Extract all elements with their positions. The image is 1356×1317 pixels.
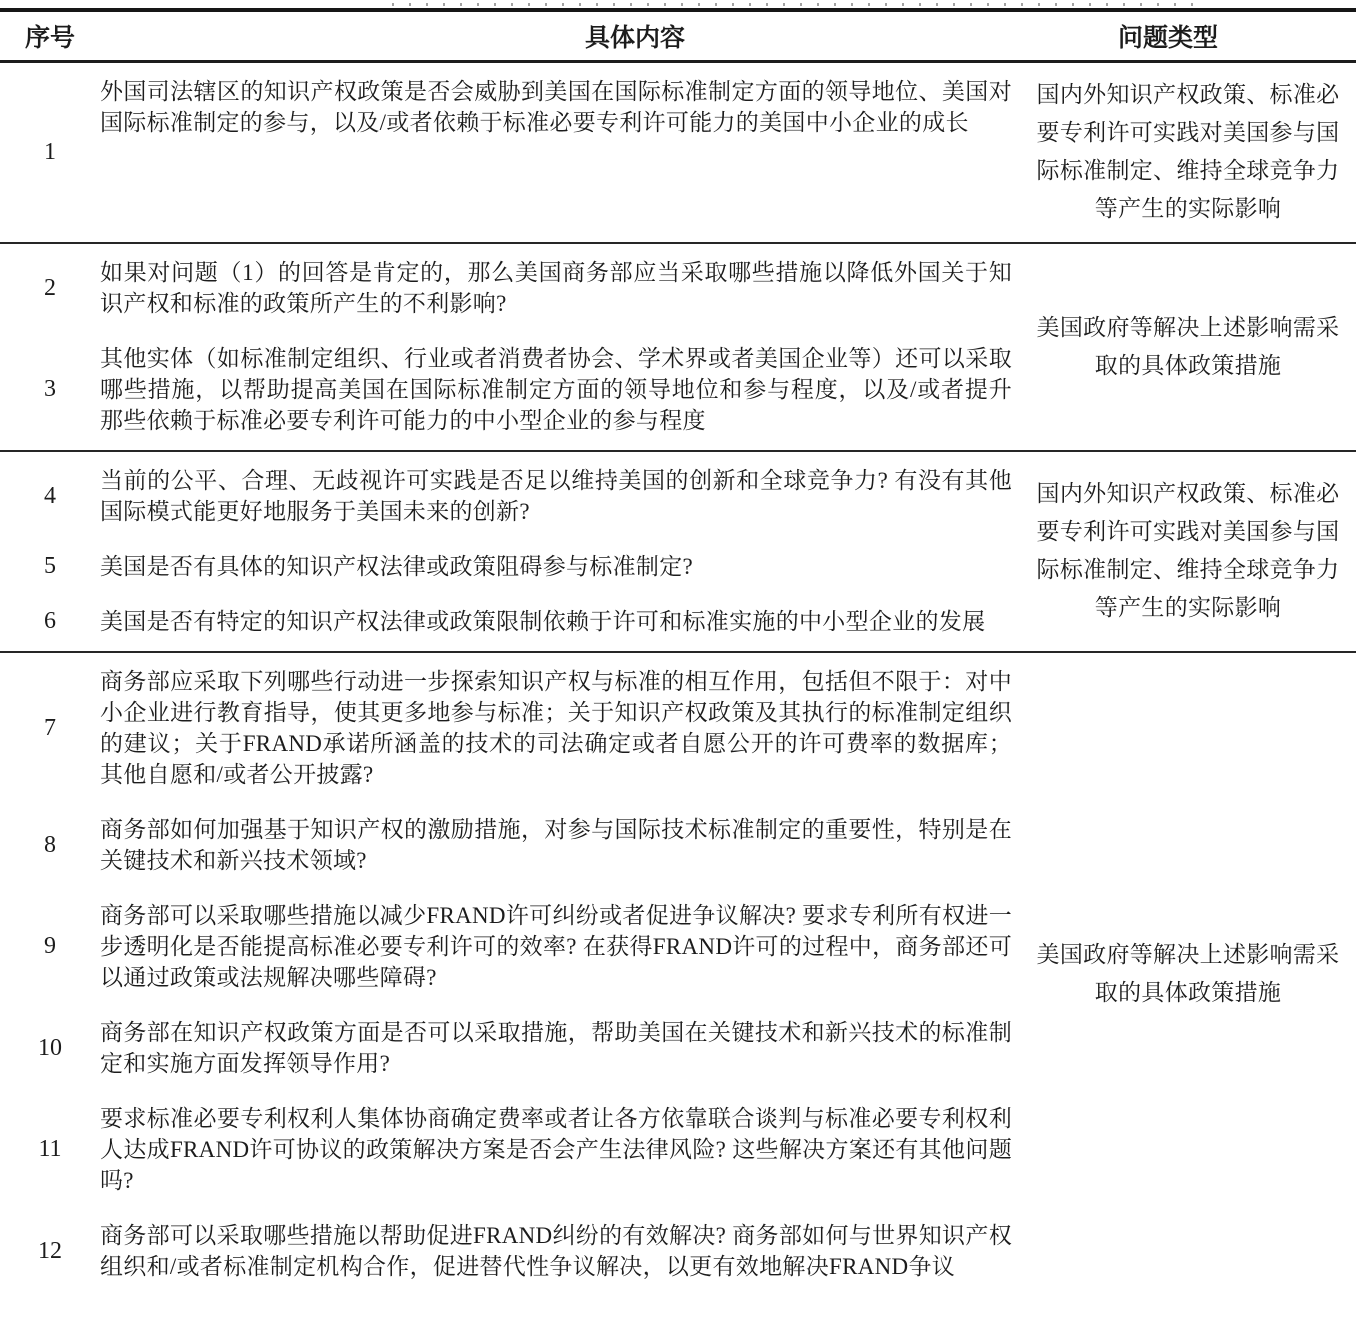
row-content: 美国是否有特定的知识产权法律或政策限制依赖于许可和标准实施的中小型企业的发展 — [100, 609, 986, 634]
table-section — [0, 63, 1356, 244]
row-number: 10 — [38, 1034, 62, 1061]
row-content: 商务部可以采取哪些措施以帮助促进FRAND纠纷的有效解决? 商务部如何与世界知识产权组织和/或者标准制定机构合作，促进替代性争议解决，以更有效地解决FRAND争议 — [100, 1223, 1012, 1279]
row-number: 1 — [44, 138, 56, 165]
row-number: 11 — [38, 1136, 62, 1162]
table-header-row — [0, 12, 1356, 60]
row-number: 2 — [44, 274, 56, 301]
question-type-cell: 国内外知识产权政策、标准必要专利许可实践对美国参与国际标准制定、维持全球竞争力等产生的实际影响 — [1036, 82, 1340, 221]
header-cell-number: 序号 — [24, 24, 75, 52]
table-section — [0, 653, 1356, 1296]
row-content: 要求标准必要专利权利人集体协商确定费率或者让各方依靠联合谈判与标准必要专利权利人达成FRAND许可协议的政策解决方案是否会产生法律风险? 这些解决方案还有其他问题吗? — [100, 1106, 1012, 1193]
cropped-title-remnant — [0, 0, 1356, 8]
row-number: 5 — [44, 553, 56, 579]
row-number: 12 — [38, 1237, 62, 1264]
row-content: 商务部可以采取哪些措施以减少FRAND许可纠纷或者促进争议解决? 要求专利所有权进一步透明化是否能提高标准必要专利许可的效率? 在获得FRAND许可的过程中，商务部还可以通过政策或法规解决哪些障碍? — [100, 903, 1012, 990]
row-content: 美国是否有具体的知识产权法律或政策阻碍参与标准制定? — [100, 554, 694, 579]
row-content: 当前的公平、合理、无歧视许可实践是否足以维持美国的创新和全球竞争力? 有没有其他国际模式能更好地服务于美国未来的创新? — [100, 468, 1012, 524]
question-type-cell: 美国政府等解决上述影响需采取的具体政策措施 — [1036, 314, 1340, 378]
row-content: 商务部如何加强基于知识产权的激励措施，对参与国际技术标准制定的重要性，特别是在关键技术和新兴技术领域? — [100, 817, 1012, 873]
row-number: 6 — [44, 608, 56, 634]
row-number: 7 — [44, 714, 56, 741]
row-content: 商务部应采取下列哪些行动进一步探索知识产权与标准的相互作用，包括但不限于：对中小企业进行教育指导，使其更多地参与标准；关于知识产权政策及其执行的标准制定组织的建议；关于FRAND承诺所涵盖的技术的司法确定或者自愿公开的许可费率的数据库；其他自愿和/或者公开披露? — [100, 669, 1012, 787]
row-content: 商务部在知识产权政策方面是否可以采取措施，帮助美国在关键技术和新兴技术的标准制定和实施方面发挥领导作用? — [100, 1020, 1012, 1076]
row-number: 4 — [44, 482, 56, 509]
question-type-cell: 美国政府等解决上述影响需采取的具体政策措施 — [1036, 942, 1340, 1005]
row-number: 3 — [44, 376, 56, 402]
table-sections — [0, 63, 1356, 1296]
table-section — [0, 452, 1356, 653]
table-section — [0, 244, 1356, 452]
header-cell-content: 具体内容 — [584, 24, 685, 52]
header-cell-type: 问题类型 — [1117, 24, 1218, 52]
row-content: 外国司法辖区的知识产权政策是否会威胁到美国在国际标准制定方面的领导地位、美国对国际标准制定的参与，以及/或者依赖于标准必要专利许可能力的美国中小企业的成长 — [100, 79, 1012, 135]
row-content: 如果对问题（1）的回答是肯定的，那么美国商务部应当采取哪些措施以降低外国关于知识产权和标准的政策所产生的不利影响? — [100, 260, 1012, 316]
question-type-cell: 国内外知识产权政策、标准必要专利许可实践对美国参与国际标准制定、维持全球竞争力等产生的实际影响 — [1036, 481, 1340, 620]
row-number: 8 — [44, 831, 56, 858]
row-content: 其他实体（如标准制定组织、行业或者消费者协会、学术界或者美国企业等）还可以采取哪些措施，以帮助提高美国在国际标准制定方面的领导地位和参与程度，以及/或者提升那些依赖于标准必要专利许可能力的中小型企业的参与程度 — [100, 346, 1012, 433]
row-number: 9 — [44, 933, 56, 959]
